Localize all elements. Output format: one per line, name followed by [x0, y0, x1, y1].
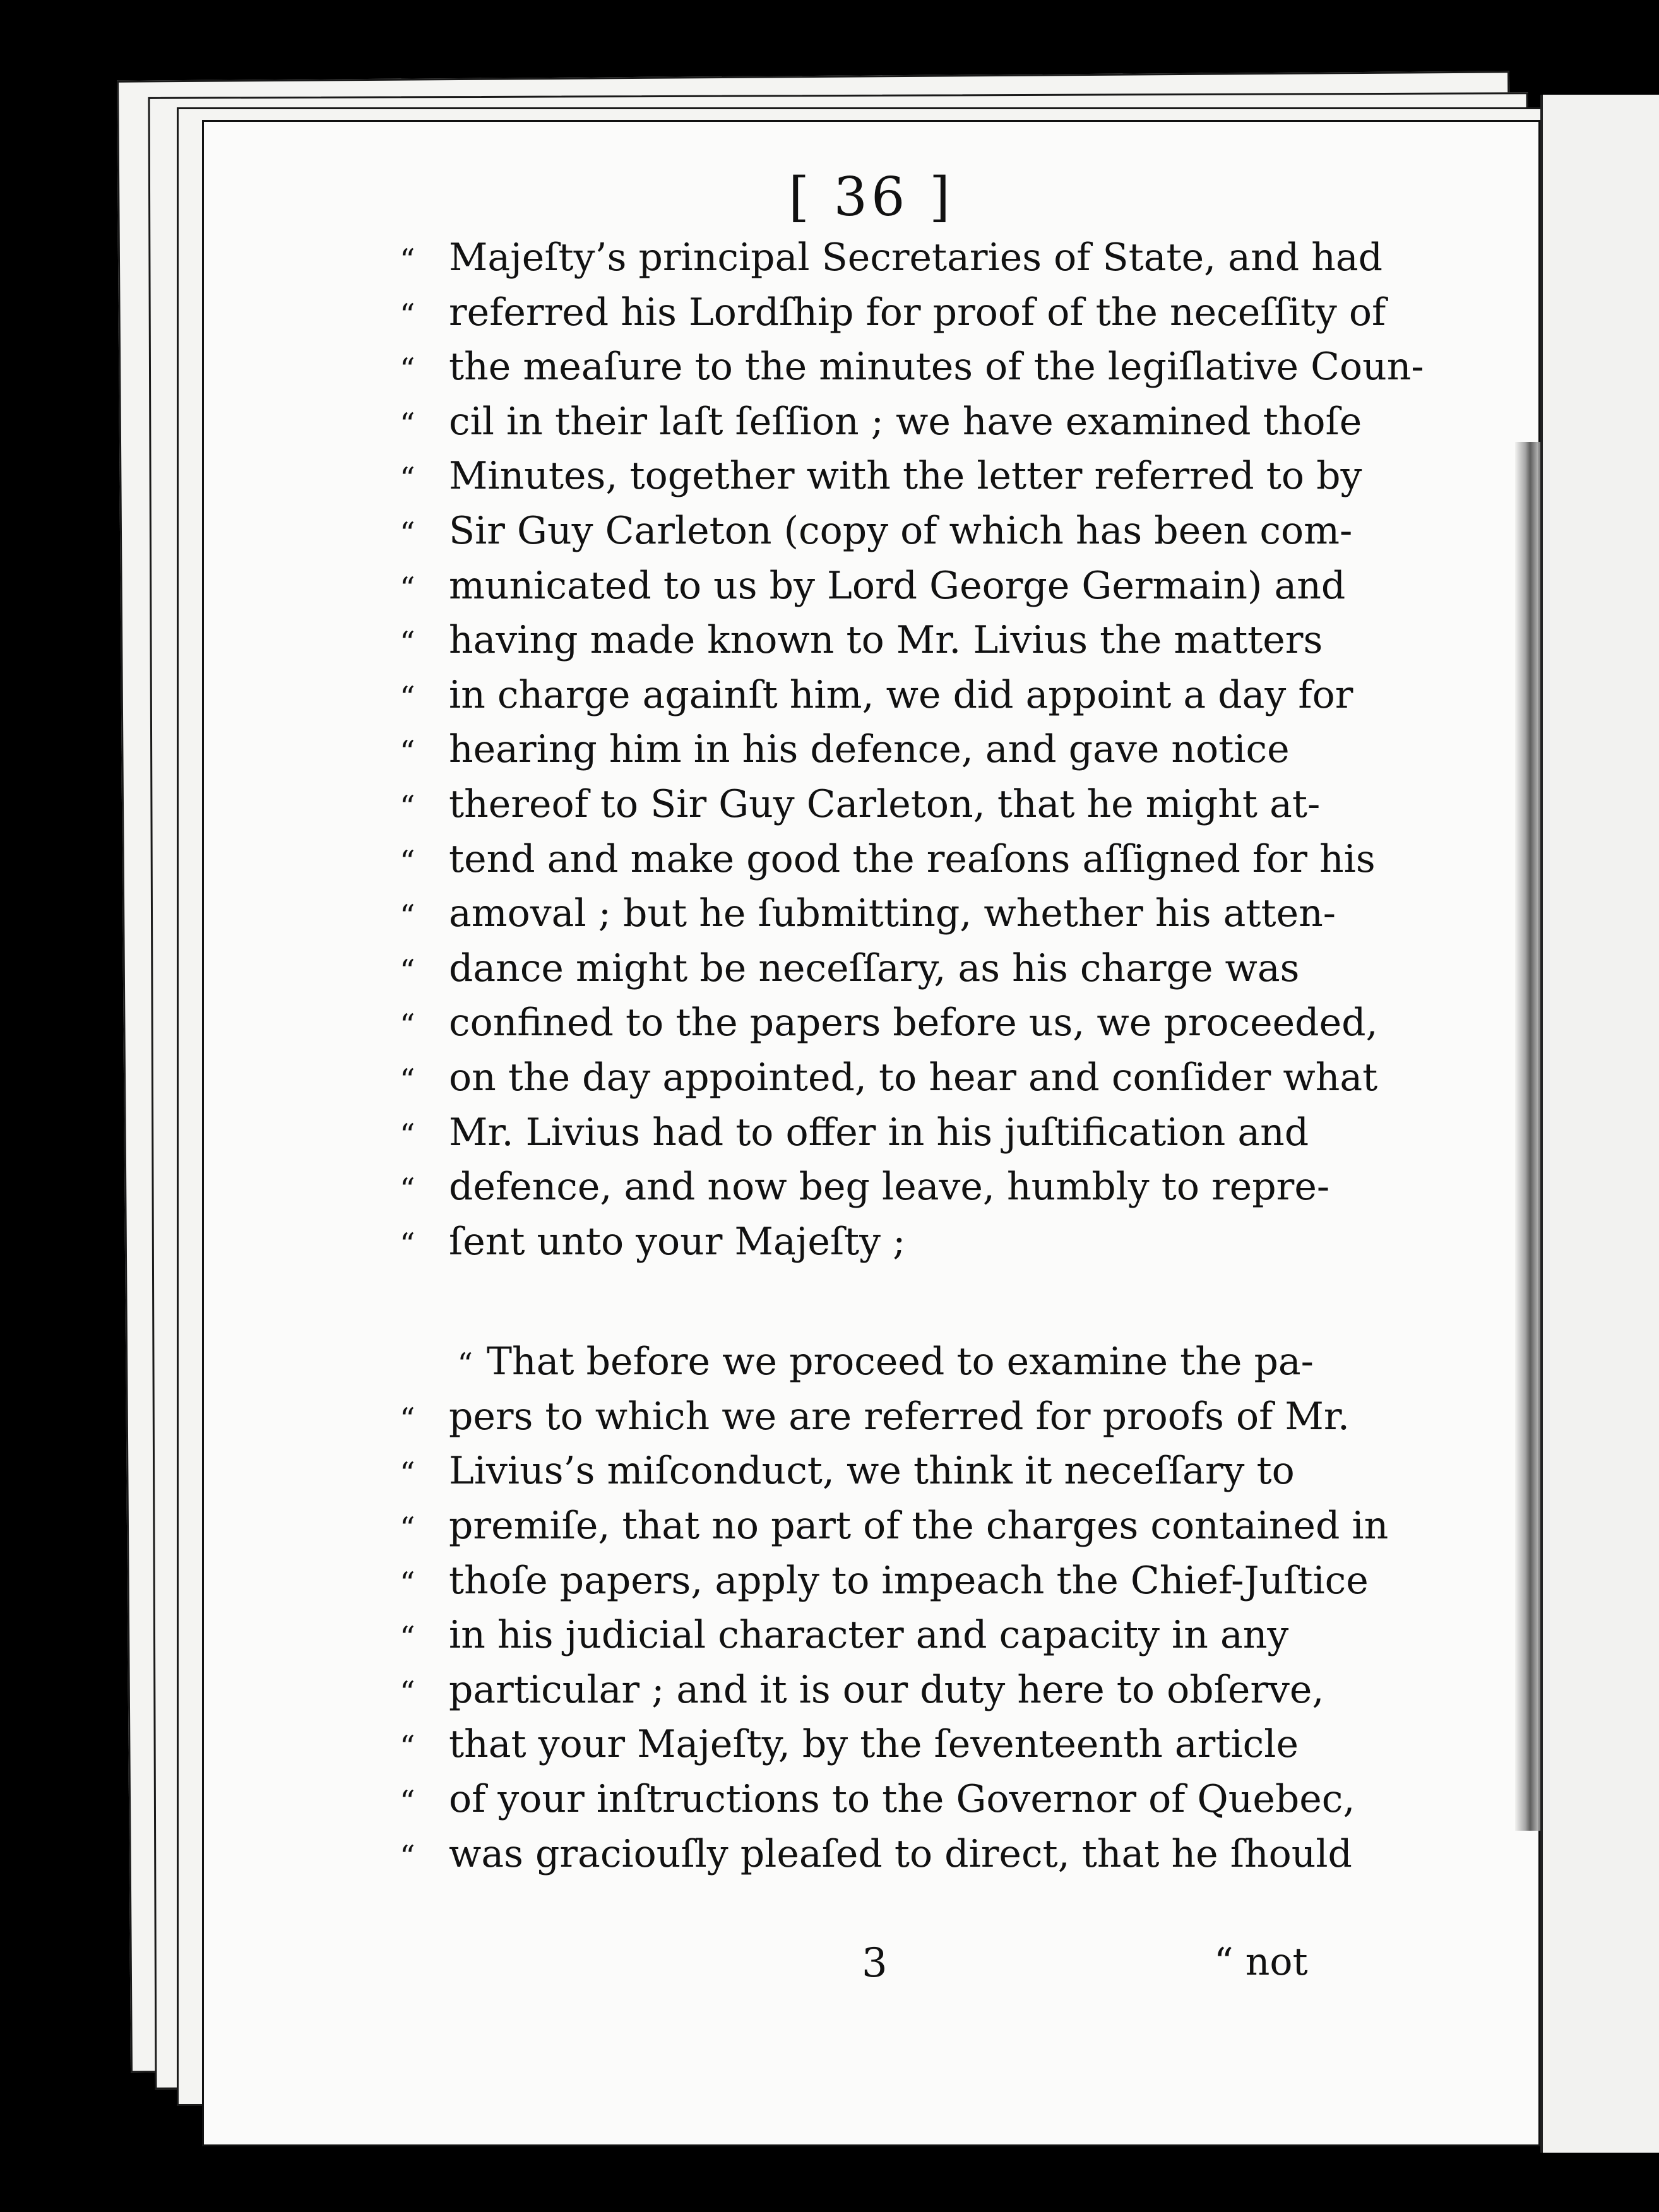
quote-mark: “ [400, 1401, 415, 1437]
spine-shadow [1515, 442, 1540, 1831]
quote-mark: “ [400, 953, 415, 989]
quote-mark: “ [400, 1456, 415, 1492]
text-line [400, 400, 1511, 455]
quote-mark: “ [400, 625, 415, 661]
line-text: thoſe papers, apply to impeach the Chief-Juſtice [449, 1558, 1369, 1603]
line-text: dance might be neceſſary, as his charge was [449, 946, 1300, 990]
page-number: [ 36 ] [788, 166, 954, 228]
quote-mark: “ [400, 1674, 415, 1710]
quote-mark: “ [400, 1062, 415, 1098]
line-text: ſent unto your Majeſty ; [449, 1219, 906, 1264]
line-text: having made known to Mr. Livius the matters [449, 618, 1323, 663]
text-line [400, 1559, 1511, 1614]
text-line [400, 837, 1511, 892]
text-line [400, 1449, 1511, 1504]
text-line [400, 1055, 1511, 1110]
quote-mark: “ [400, 1838, 415, 1874]
catchword: “ not [1214, 1940, 1308, 1984]
line-text: Mr. Livius had to offer in his juſtification and [449, 1110, 1309, 1155]
quote-mark: “ [400, 1511, 415, 1547]
line-text: cil in their laſt ſeſſion ; we have examined thoſe [449, 399, 1362, 444]
quote-mark: “ [400, 1172, 415, 1208]
line-text: that your Majeſty, by the ſeventeenth article [449, 1722, 1299, 1767]
line-text: was graciouſly pleaſed to direct, that he ſhould [449, 1831, 1352, 1876]
signature-mark: 3 [862, 1940, 888, 1987]
text-line [400, 1832, 1511, 1887]
text-line [400, 454, 1511, 509]
quote-mark: “ [400, 898, 415, 934]
quote-mark: “ [400, 734, 415, 770]
paragraph-gap [400, 1274, 1511, 1340]
quote-mark: “ [400, 1226, 415, 1262]
text-line [400, 509, 1511, 564]
quote-mark: “ [400, 406, 415, 442]
line-text: in charge againſt him, we did appoint a day for [449, 672, 1353, 717]
line-text: premiſe, that no part of the charges contained in [449, 1504, 1389, 1549]
text-line [400, 235, 1511, 290]
quote-mark: “ [400, 1620, 415, 1656]
line-text: Minutes, together with the letter referred to by [449, 454, 1362, 499]
text-line [400, 1220, 1511, 1275]
text-line [400, 1777, 1511, 1832]
line-text: Sir Guy Carleton (copy of which has been com- [449, 508, 1353, 553]
text-line [400, 345, 1511, 400]
body-text [400, 235, 1511, 1886]
text-line [400, 1001, 1511, 1055]
text-line [400, 1504, 1511, 1559]
line-text: municated to us by Lord George Germain) and [449, 563, 1346, 608]
line-text: amoval ; but he ſubmitting, whether his atten- [449, 891, 1336, 936]
line-text: pers to which we are referred for proofs of Mr. [449, 1394, 1350, 1439]
text-line [400, 1722, 1511, 1777]
quote-mark: “ [400, 297, 415, 333]
text-line [400, 1613, 1511, 1668]
quote-mark: “ [400, 1784, 415, 1820]
line-text: the meaſure to the minutes of the legiſlative Coun- [449, 345, 1424, 389]
text-line [400, 618, 1511, 673]
quote-mark: “ [400, 843, 415, 879]
quote-mark: “ [400, 570, 415, 606]
text-line [400, 891, 1511, 946]
text-line [400, 727, 1511, 782]
line-text: thereof to Sir Guy Carleton, that he might at- [449, 782, 1321, 826]
line-text: hearing him in his defence, and gave notice [449, 727, 1290, 772]
book-page [202, 120, 1540, 2146]
text-line [400, 946, 1511, 1001]
text-line [400, 290, 1511, 345]
line-text: tend and make good the reaſons aſſigned for his [449, 836, 1376, 881]
quote-mark: “ [400, 679, 415, 715]
line-text: That before we proceed to examine the pa- [487, 1340, 1314, 1384]
text-line [400, 1110, 1511, 1165]
line-text: in his judicial character and capacity in any [449, 1613, 1289, 1658]
line-text: particular ; and it is our duty here to obſerve, [449, 1667, 1324, 1712]
quote-mark: “ [400, 1117, 415, 1153]
facing-page [1540, 95, 1659, 2153]
line-text: confined to the papers before us, we proceeded, [449, 1001, 1378, 1045]
line-text: referred his Lordſhip for proof of the neceſſity of [449, 290, 1386, 335]
quote-mark: “ [400, 1008, 415, 1044]
line-text: on the day appointed, to hear and conſider what [449, 1055, 1378, 1100]
line-text: Majeſty’s principal Secretaries of State, and had [449, 235, 1383, 280]
line-text: defence, and now beg leave, humbly to repre- [449, 1165, 1330, 1210]
line-text: Livius’s miſconduct, we think it neceſſary to [449, 1449, 1295, 1494]
quote-mark: “ [400, 1729, 415, 1765]
text-line [400, 1394, 1511, 1449]
text-line [400, 782, 1511, 837]
quote-mark: “ [400, 515, 415, 551]
quote-mark: “ [400, 788, 415, 824]
text-line [400, 564, 1511, 619]
quote-mark: “ [400, 242, 415, 278]
text-line [400, 1340, 1511, 1394]
text-line [400, 1668, 1511, 1723]
line-text: of your inſtructions to the Governor of Quebec, [449, 1777, 1355, 1822]
quote-mark: “ [400, 1565, 415, 1601]
quote-mark: “ [400, 352, 415, 388]
quote-mark: “ [457, 1347, 473, 1382]
text-line [400, 1165, 1511, 1220]
quote-mark: “ [400, 461, 415, 497]
text-line [400, 673, 1511, 728]
